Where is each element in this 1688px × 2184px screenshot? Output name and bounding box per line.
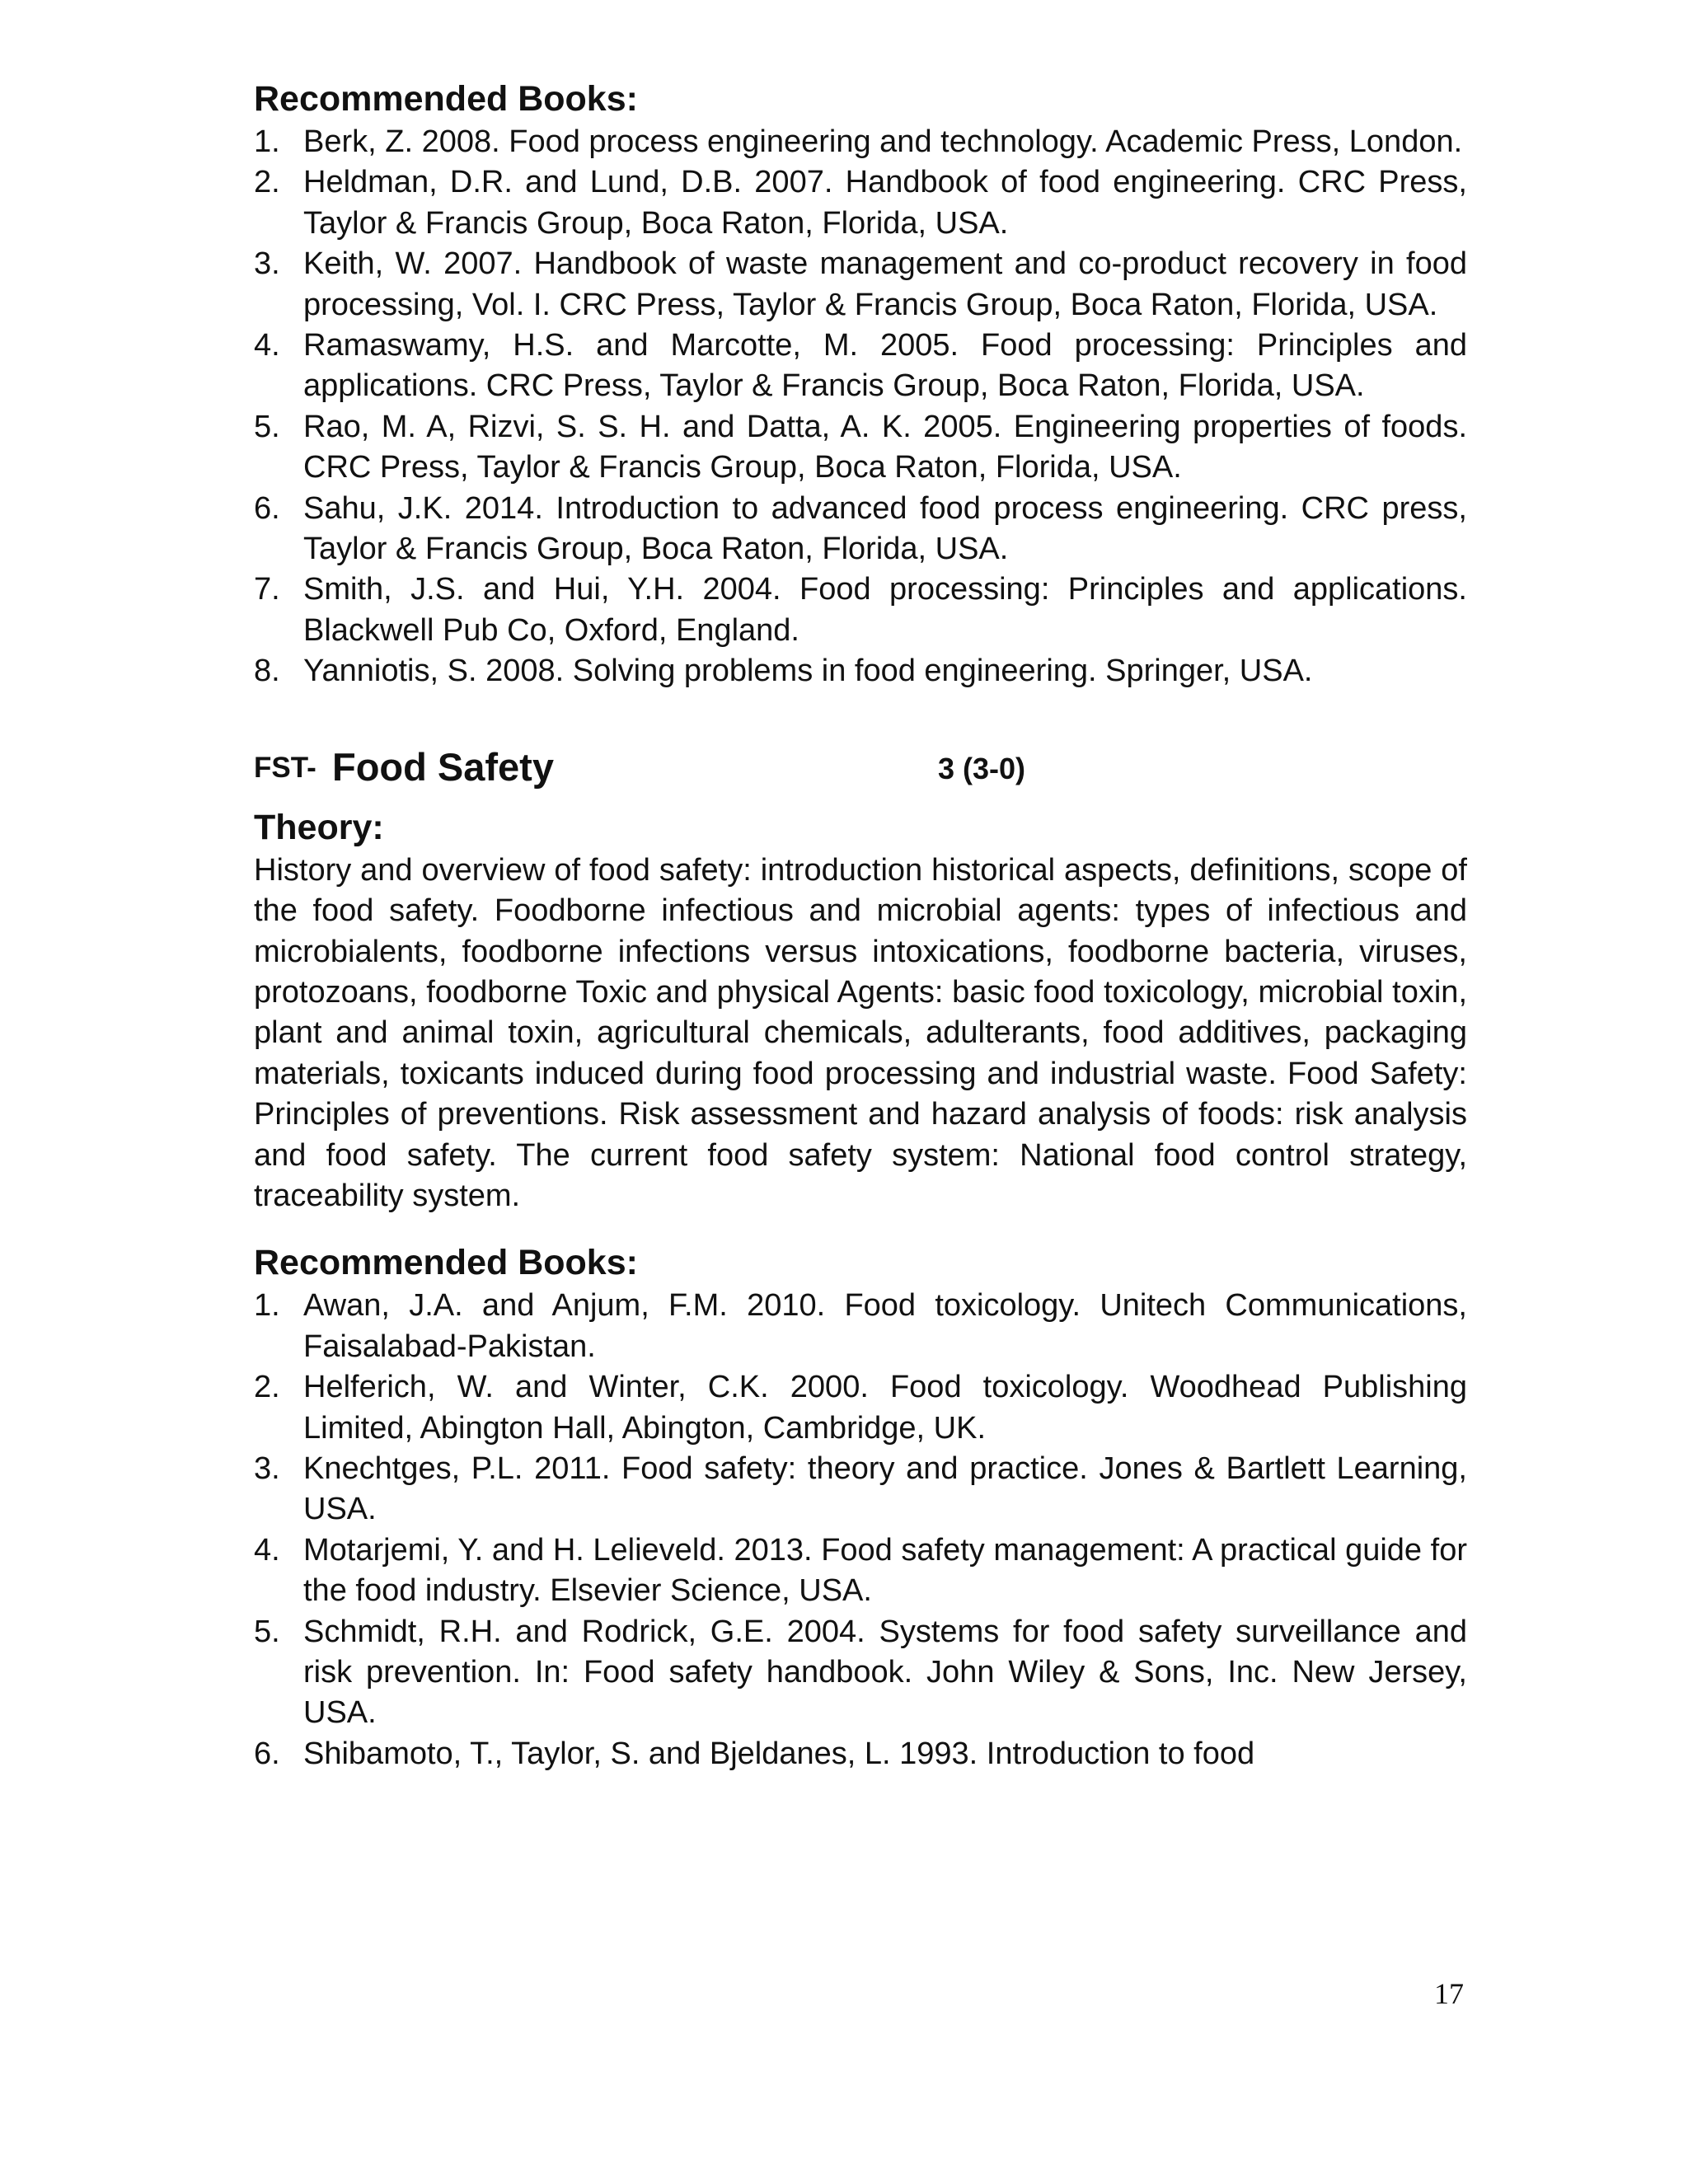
list-item-number: 3.	[254, 246, 280, 282]
list-item-number: 4.	[254, 1532, 280, 1568]
list-item	[254, 1449, 1467, 1530]
theory-paragraph: History and overview of food safety: introduction historical aspects, definitions, scope of the food safety. Foodborne infectious and microbial agents: types of infectious and microbialents, foodborne infections versus intoxications, foodborne bacteria, viruses, protozoans, foodborne Toxic and physical Agents: basic food toxicology, microbial toxin, plant and animal toxin, agricultural chemicals, adulterants, food additives, packaging materials, toxicants induced during food processing and industrial waste. Food Safety: Principles of preventions. Risk assessment and hazard analysis of foods: risk analysis and food safety. The current food safety system: National food control strategy, traceability system.	[254, 852, 1467, 1213]
list-item-number: 5.	[254, 409, 280, 444]
course-title: Food Safety	[332, 744, 554, 789]
list-item-number: 8.	[254, 654, 280, 689]
list-item-number: 1.	[254, 1288, 280, 1324]
course-code: FST-	[254, 751, 316, 784]
list-item-text: Helferich, W. and Winter, C.K. 2000. Food toxicology. Woodhead Publishing Limited, Abington Hall, Abington, Cambridge, UK.	[303, 1370, 1467, 1446]
list-item	[254, 1612, 1467, 1734]
list-item	[254, 1734, 1467, 1774]
list-item	[254, 1367, 1467, 1449]
list-item-text: Ramaswamy, H.S. and Marcotte, M. 2005. Food processing: Principles and applications. CRC Press, Taylor & Francis Group, Boca Raton, Florida, USA.	[303, 328, 1467, 404]
list-item-number: 4.	[254, 328, 280, 363]
list-item-text: Keith, W. 2007. Handbook of waste management and co-product recovery in food processing, Vol. I. CRC Press, Taylor & Francis Group, Boca Raton, Florida, USA.	[303, 246, 1467, 322]
list-item	[254, 1286, 1467, 1367]
list-item-number: 2.	[254, 165, 280, 200]
recommended-books-list	[254, 1286, 1467, 1774]
list-item-text: Knechtges, P.L. 2011. Food safety: theory and practice. Jones & Bartlett Learning, USA.	[303, 1451, 1467, 1527]
list-item	[254, 569, 1467, 651]
list-item	[254, 244, 1467, 326]
list-item-number: 5.	[254, 1614, 280, 1649]
page-number: 17	[1434, 1977, 1464, 2010]
list-item	[254, 407, 1467, 489]
list-item-number: 6.	[254, 490, 280, 526]
list-item	[254, 1530, 1467, 1612]
list-item-text: Berk, Z. 2008. Food process engineering and technology. Academic Press, London.	[303, 124, 1463, 159]
list-item	[254, 162, 1467, 244]
document-page	[254, 76, 1467, 1774]
list-item-text: Smith, J.S. and Hui, Y.H. 2004. Food processing: Principles and applications. Blackwell Pub Co, Oxford, England.	[303, 572, 1467, 648]
list-item-number: 2.	[254, 1370, 280, 1405]
list-item-text: Schmidt, R.H. and Rodrick, G.E. 2004. Systems for food safety surveillance and risk prevention. In: Food safety handbook. John Wiley & Sons, Inc. New Jersey, USA.	[303, 1614, 1467, 1731]
list-item-text: Motarjemi, Y. and H. Lelieveld. 2013. Food safety management: A practical guide for the food industry. Elsevier Science, USA.	[303, 1532, 1467, 1609]
list-item-number: 7.	[254, 572, 280, 607]
recommended-books-heading: Recommended Books:	[254, 1243, 638, 1283]
list-item-text: Awan, J.A. and Anjum, F.M. 2010. Food toxicology. Unitech Communications, Faisalabad-Pakistan.	[303, 1288, 1467, 1364]
list-item	[254, 122, 1467, 162]
list-item-number: 3.	[254, 1451, 280, 1486]
list-item-text: Heldman, D.R. and Lund, D.B. 2007. Handbook of food engineering. CRC Press, Taylor & Francis Group, Boca Raton, Florida, USA.	[303, 165, 1467, 241]
list-item	[254, 326, 1467, 407]
recommended-books-heading: Recommended Books:	[254, 79, 638, 119]
list-item	[254, 489, 1467, 570]
course-credit-hours: 3 (3-0)	[938, 751, 1026, 785]
recommended-books-list	[254, 122, 1467, 692]
list-item-text: Sahu, J.K. 2014. Introduction to advanced food process engineering. CRC press, Taylor & Francis Group, Boca Raton, Florida, USA.	[303, 490, 1467, 567]
theory-heading: Theory:	[254, 807, 384, 847]
list-item	[254, 651, 1467, 691]
list-item-number: 6.	[254, 1736, 280, 1771]
list-item-text: Yanniotis, S. 2008. Solving problems in food engineering. Springer, USA.	[303, 654, 1313, 689]
list-item-number: 1.	[254, 124, 280, 159]
course-title-line	[254, 735, 1467, 793]
list-item-text: Shibamoto, T., Taylor, S. and Bjeldanes, L. 1993. Introduction to food	[303, 1736, 1255, 1771]
list-item-text: Rao, M. A, Rizvi, S. S. H. and Datta, A. K. 2005. Engineering properties of foods. CRC Press, Taylor & Francis Group, Boca Raton, Florida, USA.	[303, 409, 1467, 485]
